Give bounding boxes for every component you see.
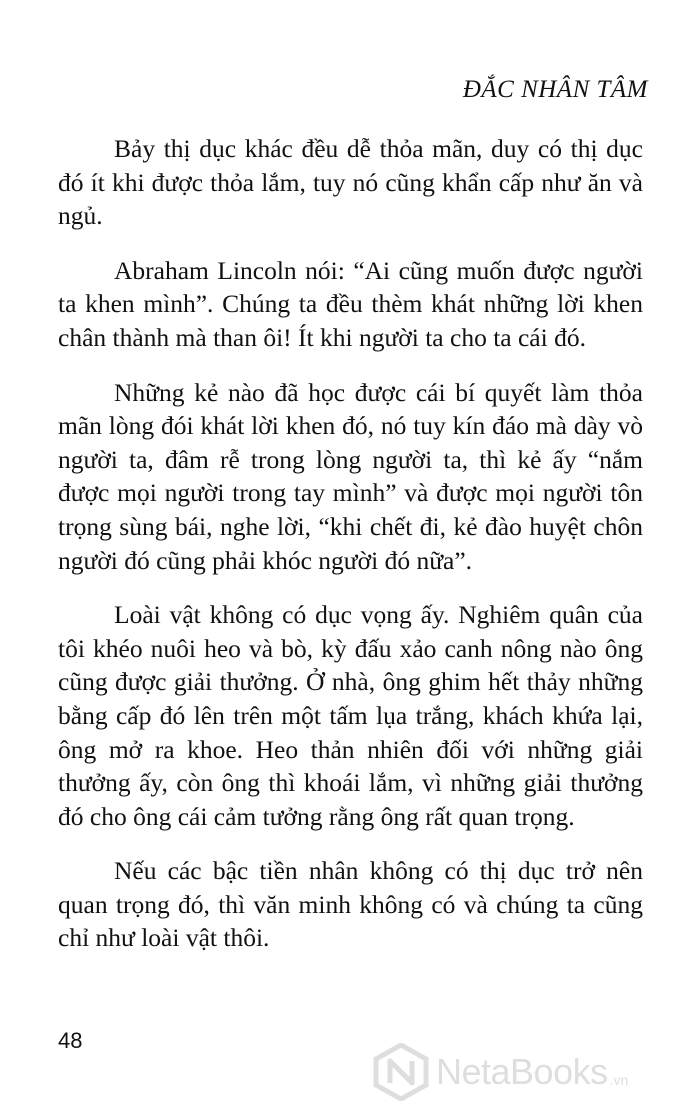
running-header: ĐẮC NHÂN TÂM — [462, 76, 648, 103]
paragraph: Loài vật không có dục vọng ấy. Nghiêm quân của tôi khéo nuôi heo và bò, kỳ đấu xảo canh nông nào ông cũng được giải thưởng. Ở nhà, ông ghim hết thảy những bằng cấp đó lên trên một tấm lụa trắng, khách khứa lại, ông mở ra khoe. Heo thản nhiên đối với những giải thưởng ấy, còn ông thì khoái lắm, vì những giải thưởng đó cho ông cái cảm tưởng rằng ông rất quan trọng. — [58, 600, 643, 831]
paragraph: Nếu các bậc tiền nhân không có thị dục trở nên quan trọng đó, thì văn minh không có và chúng ta cũng chỉ như loài vật thôi. — [58, 856, 643, 953]
watermark-brand: NetaBooks — [436, 1051, 608, 1092]
paragraph: Abraham Lincoln nói: “Ai cũng muốn được người ta khen mình”. Chúng ta đều thèm khát những lời khen chân thành mà than ôi! Ít khi người ta cho ta cái đó. — [58, 255, 643, 352]
paragraph: Bảy thị dục khác đều dễ thỏa mãn, duy có thị dục đó ít khi được thỏa lắm, tuy nó cũng khẩn cấp như ăn và ngủ. — [58, 134, 643, 231]
body-text — [58, 132, 643, 976]
watermark — [372, 1040, 692, 1104]
paragraph: Những kẻ nào đã học được cái bí quyết làm thỏa mãn lòng đói khát lời khen đó, nó tuy kín đáo mà dày vò người ta, đâm rễ trong lòng người ta, thì kẻ ấy “nắm được mọi người trong tay mình” và được mọi người tôn trọng sùng bái, nghe lời, “khi chết đi, kẻ đào huyệt chôn người đó cũng phải khóc người đó nữa”. — [58, 377, 643, 575]
page-number: 48 — [58, 1028, 83, 1053]
netabooks-logo-icon — [372, 1043, 430, 1101]
watermark-suffix: .vn — [609, 1072, 629, 1088]
